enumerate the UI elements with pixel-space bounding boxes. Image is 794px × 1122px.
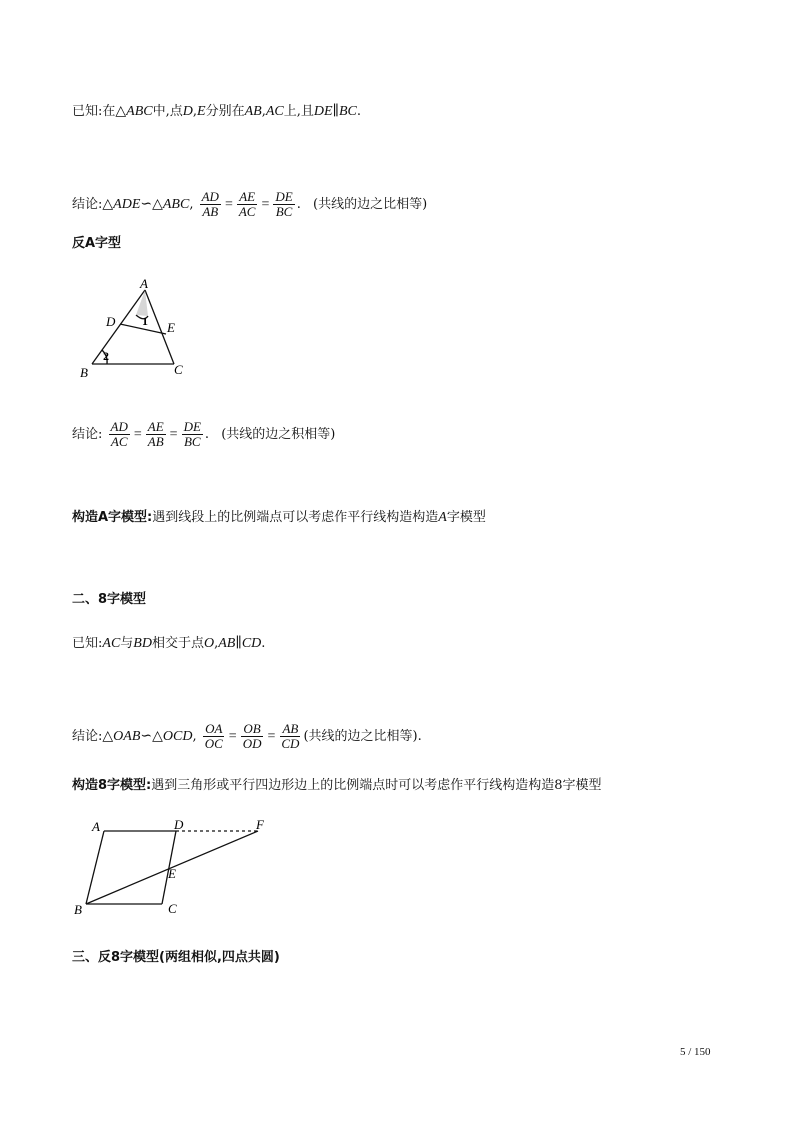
fraction: $\frac{AD}{AC}$ — [110, 419, 128, 449]
given-statement-1: 已知:在△ABC中,点D,E分别在AB,AC上,且DE∥BC. — [72, 104, 362, 119]
conclusion-3: 结论:△OAB∽△OCD, $\frac{OA}{OC}$ = $\frac{OB}{OD}$ = $\frac{AB}{CD}$ (共线的边之比相等). — [72, 721, 422, 751]
fraction: $\frac{OA}{OC}$ — [204, 721, 223, 751]
construct-eight-model: 构造8字模型:遇到三角形或平行四边形边上的比例端点时可以考虑作平行线构造构造8字模型 — [72, 778, 602, 793]
label-d: D — [106, 314, 116, 329]
fraction: $\frac{AB}{CD}$ — [281, 721, 300, 751]
fraction: $\frac{AD}{AB}$ — [201, 189, 219, 219]
construct-a-model: 构造A字模型:遇到线段上的比例端点可以考虑作平行线构造构造A字模型 — [72, 510, 486, 525]
conclusion-1: 结论:△ADE∽△ABC, $\frac{AD}{AB}$ = $\frac{AE}{AC}$ = $\frac{DE}{BC}$ . (共线的边之比相等) — [72, 189, 428, 219]
conclusion-2: 结论: $\frac{AD}{AC}$ = $\frac{AE}{AB}$ = $\frac{DE}{BC}$ . (共线的边之积相等) — [72, 419, 336, 449]
label-angle-1: 1 — [142, 314, 148, 328]
fraction: $\frac{AE}{AC}$ — [238, 189, 256, 219]
label-angle-2: 2 — [103, 349, 109, 363]
label-a: A — [140, 276, 148, 291]
page-number: 5 / 150 — [680, 1046, 711, 1058]
figure-reverse-a — [76, 276, 196, 386]
fraction: $\frac{OB}{OD}$ — [242, 721, 262, 751]
figure-parallelogram — [70, 812, 280, 918]
heading-reverse-eight: 三、反8字模型(两组相似,四点共圆) — [72, 950, 280, 965]
given-statement-2: 已知:AC与BD相交于点O,AB∥CD. — [72, 636, 266, 651]
label-b: B — [74, 902, 82, 917]
heading-eight-model: 二、8字模型 — [72, 592, 147, 607]
label-e: E — [167, 320, 175, 335]
label-a: A — [92, 819, 100, 834]
label-c: C — [168, 901, 177, 916]
fraction: $\frac{AE}{AB}$ — [147, 419, 164, 449]
heading-reverse-a: 反A字型 — [72, 236, 122, 251]
fraction: $\frac{DE}{BC}$ — [275, 189, 293, 219]
label-e: E — [168, 866, 176, 881]
label-f: F — [256, 817, 264, 832]
label-d: D — [174, 817, 184, 832]
label-b: B — [80, 365, 88, 380]
side-ab — [86, 831, 104, 904]
side-ab — [92, 290, 145, 364]
label-c: C — [174, 362, 183, 377]
fraction: $\frac{DE}{BC}$ — [183, 419, 201, 449]
